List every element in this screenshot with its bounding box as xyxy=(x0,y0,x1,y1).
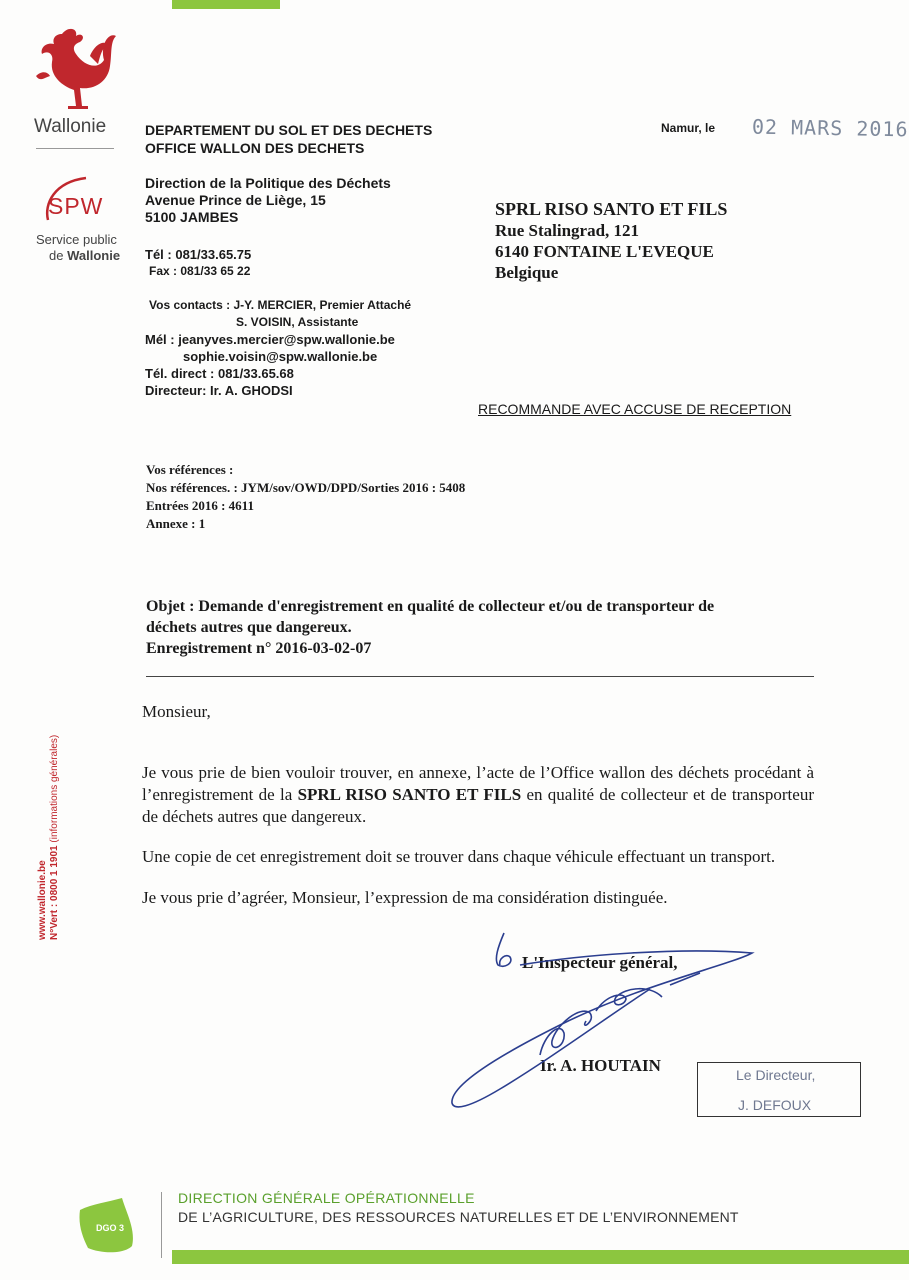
rooster-logo xyxy=(32,26,118,112)
stamp-title: Le Directeur, xyxy=(736,1067,816,1083)
footer-line2: DE L’AGRICULTURE, DES RESSOURCES NATURELLES ET DE L’ENVIRONNEMENT xyxy=(178,1209,739,1225)
spw-wordmark: SPW xyxy=(48,193,104,219)
paragraph-1: Je vous prie de bien vouloir trouver, en annexe, l’acte de l’Office wallon des déchets procédant à l’enregistrement de la SPRL RISO SANTO ET FILS en qualité de collecteur et de transporteur de déchets autres que dangereux. xyxy=(142,763,814,826)
top-green-bar xyxy=(172,0,280,9)
date-stamp: 02 MARS 2016 xyxy=(751,114,909,142)
place-label: Namur, le xyxy=(661,121,716,135)
dgo-logo xyxy=(74,1196,140,1256)
service-public-line1: Service public xyxy=(36,232,117,247)
registered-mail-notice: RECOMMANDE AVEC ACCUSE DE RECEPTION xyxy=(478,401,792,417)
signatory-name: Ir. A. HOUTAIN xyxy=(540,1056,661,1075)
director-stamp xyxy=(697,1062,861,1117)
sender-address: Direction de la Politique des Déchets Avenue Prince de Liège, 15 5100 JAMBES xyxy=(145,175,391,225)
wallonie-wordmark: Wallonie xyxy=(34,116,107,137)
signatory-title: L'Inspecteur général, xyxy=(522,953,678,972)
subject-rule xyxy=(146,676,814,677)
recipient-address: SPRL RISO SANTO ET FILS Rue Stalingrad, 121 6140 FONTAINE L'EVEQUE Belgique xyxy=(495,199,728,282)
references-block: Vos références : Nos références. : JYM/sov/OWD/DPD/Sorties 2016 : 5408 Entrées 2016 : 4611 Annexe : 1 xyxy=(146,462,466,531)
sender-phone: Tél : 081/33.65.75 Fax : 081/33 65 22 xyxy=(145,247,252,278)
dgo-label: DGO 3 xyxy=(96,1223,125,1233)
vertical-contact-info: www.wallonie.be N°Vert : 0800 1 1901 (informations générales) xyxy=(37,734,60,940)
sender-contacts: Vos contacts : J-Y. MERCIER, Premier Attaché S. VOISIN, Assistante Mél : jeanyves.mercier@spw.wallonie.be sophie.voisin@spw.wallonie.be Tél. direct : 081/33.65.68 Directeur: Ir. A. GHODSI xyxy=(145,298,412,398)
bottom-green-bar xyxy=(172,1250,909,1264)
footer-divider xyxy=(161,1192,162,1258)
logo-divider xyxy=(36,148,114,149)
paragraph-3: Je vous prie d’agréer, Monsieur, l’expression de ma considération distinguée. xyxy=(142,888,668,907)
service-public-line2: de Wallonie xyxy=(49,248,121,263)
footer-line1: DIRECTION GÉNÉRALE OPÉRATIONNELLE xyxy=(178,1190,475,1206)
stamp-name: J. DEFOUX xyxy=(738,1097,812,1113)
paragraph-2: Une copie de cet enregistrement doit se trouver dans chaque véhicule effectuant un transport. xyxy=(142,847,776,866)
subject-block: Objet : Demande d'enregistrement en qualité de collecteur et/ou de transporteur de déchets autres que dangereux. Enregistrement n° 2016-03-02-07 xyxy=(146,598,715,657)
sender-department: DEPARTEMENT DU SOL ET DES DECHETS OFFICE WALLON DES DECHETS xyxy=(145,122,433,156)
salutation: Monsieur, xyxy=(142,702,211,721)
